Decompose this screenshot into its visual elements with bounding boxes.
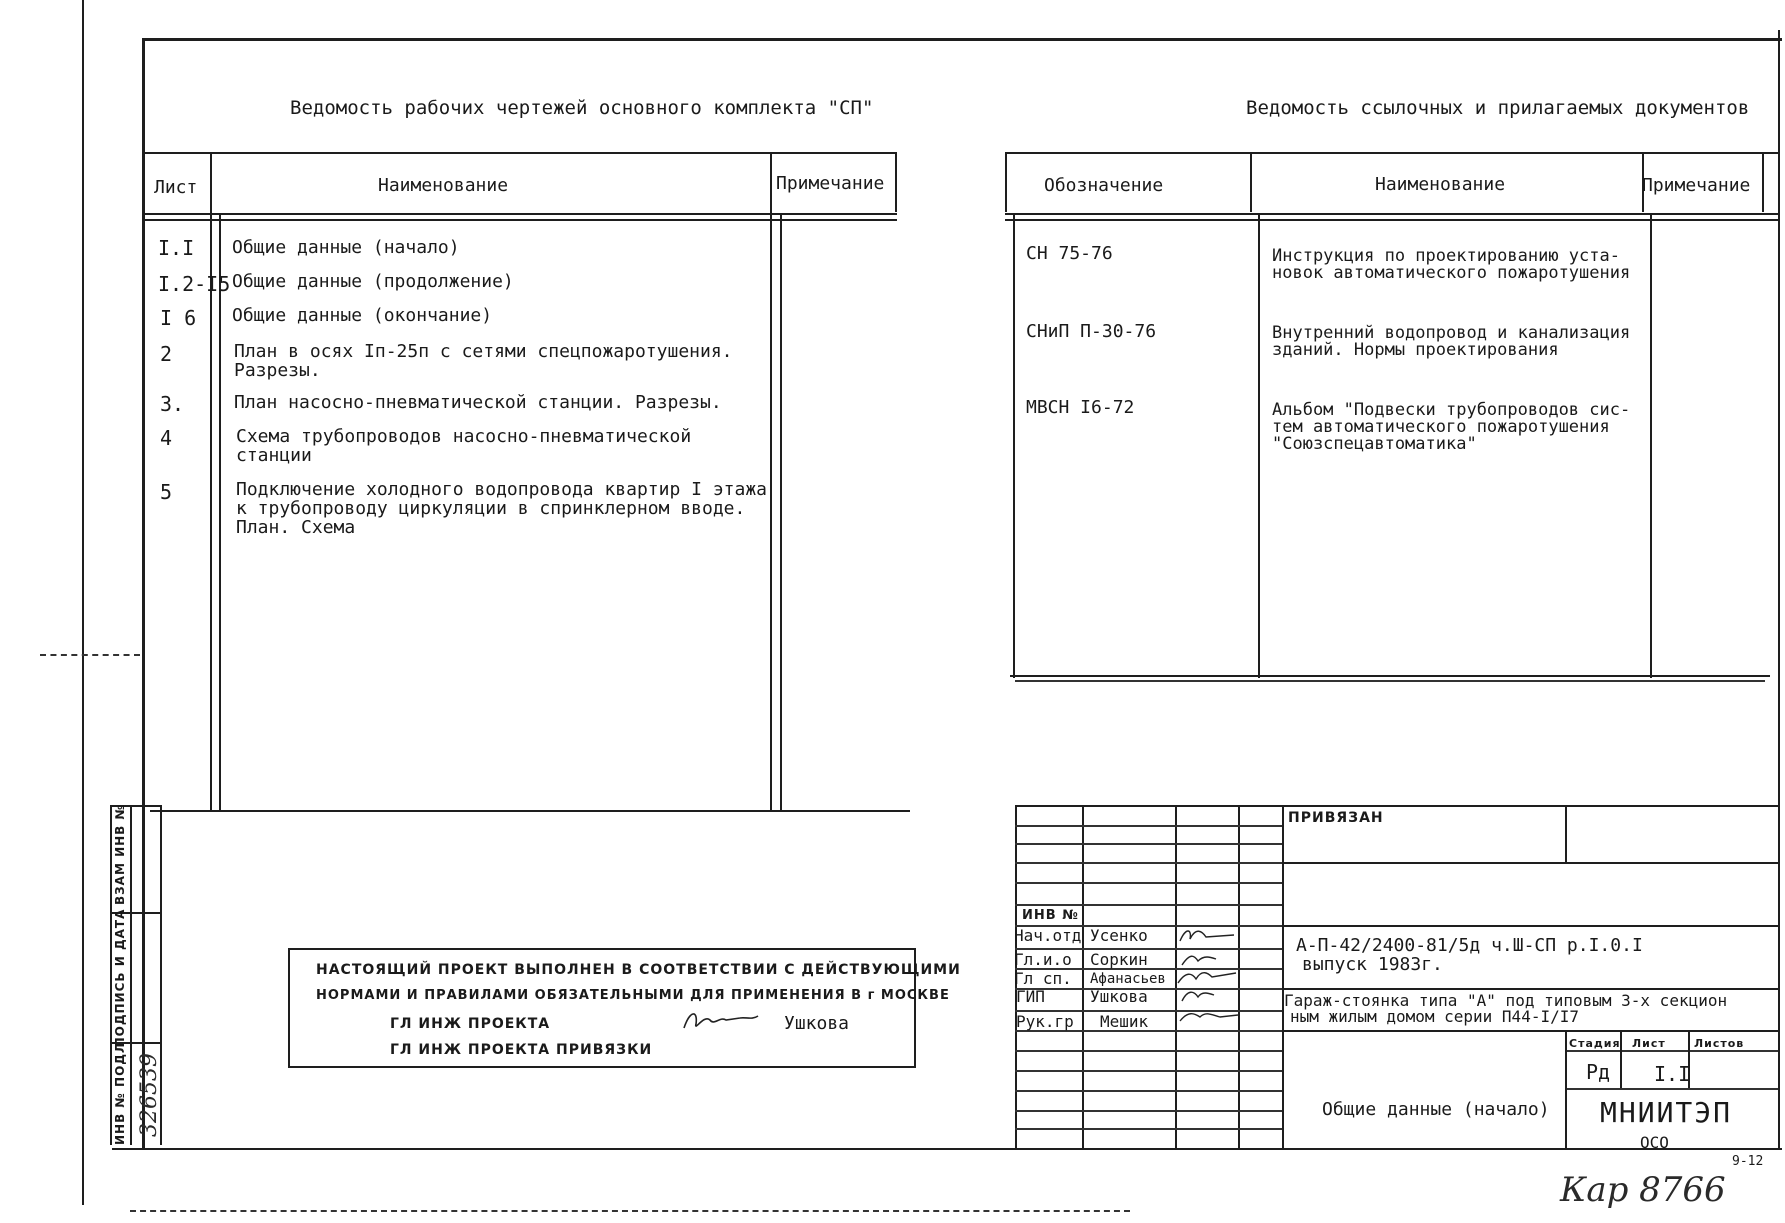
issue: выпуск 1983г. — [1302, 954, 1443, 975]
frame-right — [1778, 30, 1780, 1150]
project-name-2: ным жилым домом серии П44-I/I7 — [1290, 1007, 1579, 1026]
left-title: Ведомость рабочих чертежей основного комплекта "СП" — [290, 97, 874, 119]
sheet-title: Общие данные (начало) — [1322, 1099, 1550, 1120]
archive-number: Кар 8766 — [1560, 1170, 1726, 1210]
header-code: Обозначение — [1044, 175, 1164, 196]
header-note: Примечание — [1642, 175, 1751, 196]
frame-left — [142, 38, 145, 1148]
side-label-inv-orig: ИНВ № ПОДЛ — [113, 1042, 127, 1145]
side-label-replace-inv: ВЗАМ ИНВ № — [113, 804, 127, 905]
doc-code: А-П-42/2400-81/5д ч.Ш-СП р.I.0.I — [1296, 935, 1643, 956]
chief-name: Ушкова — [784, 1013, 850, 1034]
chief-signature — [680, 1006, 760, 1036]
compliance-note: НАСТОЯЩИЙ ПРОЕКТ ВЫПОЛНЕН В СООТВЕТСТВИИ С ДЕЙСТВУЮЩИМИ НОРМАМИ И ПРАВИЛАМИ ОБЯЗАТЕЛЬНЫМИ ДЛЯ ПРИМЕНЕНИЯ В г МОСКВЕ ГЛ ИНЖ ПРОЕКТА Ушкова ГЛ ИНЖ ПРОЕКТА ПРИВЯЗКИ — [288, 948, 916, 1068]
frame-bottom — [112, 1148, 1782, 1150]
side-inv-number: 326539 — [137, 1053, 162, 1137]
header-name: Наименование — [1375, 174, 1506, 195]
bottom-dash-line — [130, 1210, 1130, 1212]
header-name: Наименование — [378, 175, 509, 196]
frame-left-outer — [82, 0, 84, 1205]
sheet-label: Лист — [1632, 1037, 1666, 1050]
organization: МНИИТЭП — [1600, 1096, 1733, 1129]
stage-label: Стадия — [1569, 1037, 1621, 1050]
stage-value: Рд — [1586, 1060, 1611, 1084]
bound-label: ПРИВЯЗАН — [1288, 810, 1384, 826]
page-mark: 9-12 — [1732, 1154, 1764, 1169]
header-note: Примечание — [776, 173, 885, 194]
organization-sub: ОСО — [1640, 1133, 1669, 1152]
sheets-label: Листов — [1694, 1037, 1745, 1050]
inv-label: ИНВ № — [1022, 908, 1079, 923]
sheet-value: I.I — [1654, 1062, 1691, 1086]
frame-top — [142, 38, 1782, 41]
staff-signatures — [1176, 925, 1242, 1029]
header-sheet: Лист — [154, 177, 198, 198]
left-dash-mark — [40, 654, 140, 656]
project-name-1: Гараж-стоянка типа "А" под типовым 3-х секцион — [1284, 991, 1728, 1010]
side-label-signature-date: ПОДПИСЬ И ДАТА — [113, 908, 127, 1048]
right-title: Ведомость ссылочных и прилагаемых документов — [1246, 97, 1750, 119]
